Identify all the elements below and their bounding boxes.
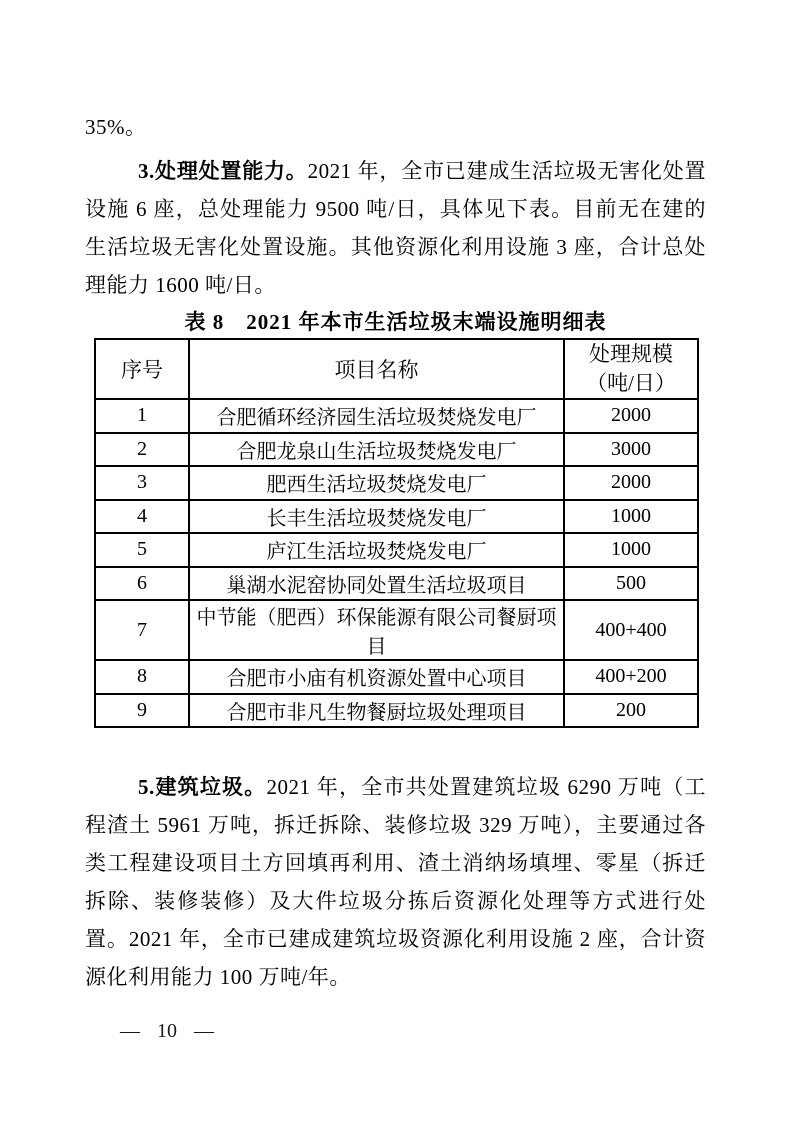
table-row (95, 500, 698, 534)
cell-project-name: 巢湖水泥窑协同处置生活垃圾项目 (189, 567, 564, 601)
cell-index: 3 (95, 466, 189, 500)
cell-project-name: 合肥龙泉山生活垃圾焚烧发电厂 (189, 433, 564, 467)
header-capacity-line1: 处理规模 (589, 342, 673, 366)
cell-capacity: 2000 (564, 466, 698, 500)
heading-treatment-capacity: 3.处理处置能力。 (138, 159, 308, 183)
cell-capacity: 200 (564, 694, 698, 728)
table-row (95, 533, 698, 567)
cell-index: 6 (95, 567, 189, 601)
header-capacity-line2: （吨/日） (586, 371, 676, 395)
table-row (95, 399, 698, 433)
table-row (95, 600, 698, 660)
cell-index: 9 (95, 694, 189, 728)
paragraph-construction-waste-text: 2021 年，全市共处置建筑垃圾 6290 万吨（工程渣土 5961 万吨，拆迁拆除、装修垃圾 329 万吨），主要通过各类工程建设项目土方回填再利用、渣土消纳场填埋、零星（拆迁拆除、装修装修）及大件垃圾分拣后资源化处理等方式进行处置。2021 年，全市已建成建筑垃圾资源化利用设施 2 座，合计资源化利用能力 100 万吨/年。 (85, 775, 707, 989)
cell-index: 1 (95, 399, 189, 433)
cell-index: 7 (95, 600, 189, 660)
cell-capacity: 500 (564, 567, 698, 601)
cell-project-name: 合肥市非凡生物餐厨垃圾处理项目 (189, 694, 564, 728)
page-number: — 10 — (120, 1020, 214, 1042)
cell-index: 2 (95, 433, 189, 467)
cell-capacity: 1000 (564, 500, 698, 534)
cell-index: 4 (95, 500, 189, 534)
paragraph-continuation-text: 35%。 (85, 115, 147, 139)
table-title: 表 8 2021 年本市生活垃圾末端设施明细表 (184, 310, 607, 334)
cell-capacity: 2000 (564, 399, 698, 433)
cell-capacity: 1000 (564, 533, 698, 567)
cell-index: 8 (95, 660, 189, 694)
cell-project-name: 庐江生活垃圾焚烧发电厂 (189, 533, 564, 567)
cell-project-name: 合肥循环经济园生活垃圾焚烧发电厂 (189, 399, 564, 433)
paragraph-construction-waste (85, 768, 706, 996)
table-row (95, 694, 698, 728)
header-project-name: 项目名称 (189, 339, 564, 399)
cell-capacity: 400+200 (564, 660, 698, 694)
cell-project-name: 合肥市小庙有机资源处置中心项目 (189, 660, 564, 694)
cell-project-name: 中节能（肥西）环保能源有限公司餐厨项目 (189, 600, 564, 660)
table-row (95, 660, 698, 694)
table-row (95, 466, 698, 500)
cell-capacity: 3000 (564, 433, 698, 467)
cell-project-name: 长丰生活垃圾焚烧发电厂 (189, 500, 564, 534)
paragraph-continuation (85, 108, 706, 146)
header-capacity (564, 339, 698, 399)
cell-capacity: 400+400 (564, 600, 698, 660)
header-index: 序号 (95, 339, 189, 399)
paragraph-treatment-capacity-text: 2021 年，全市已建成生活垃圾无害化处置设施 6 座，总处理能力 9500 吨/日，具体见下表。目前无在建的生活垃圾无害化处置设施。其他资源化利用设施 3 座，合计总处理能力 1600 吨/日。 (85, 159, 707, 297)
cell-index: 5 (95, 533, 189, 567)
table-header-row (95, 339, 698, 399)
heading-construction-waste: 5.建筑垃圾。 (138, 775, 267, 799)
table-row (95, 433, 698, 467)
paragraph-treatment-capacity (85, 152, 706, 304)
cell-project-name: 肥西生活垃圾焚烧发电厂 (189, 466, 564, 500)
table-row (95, 567, 698, 601)
facilities-table (94, 338, 699, 728)
